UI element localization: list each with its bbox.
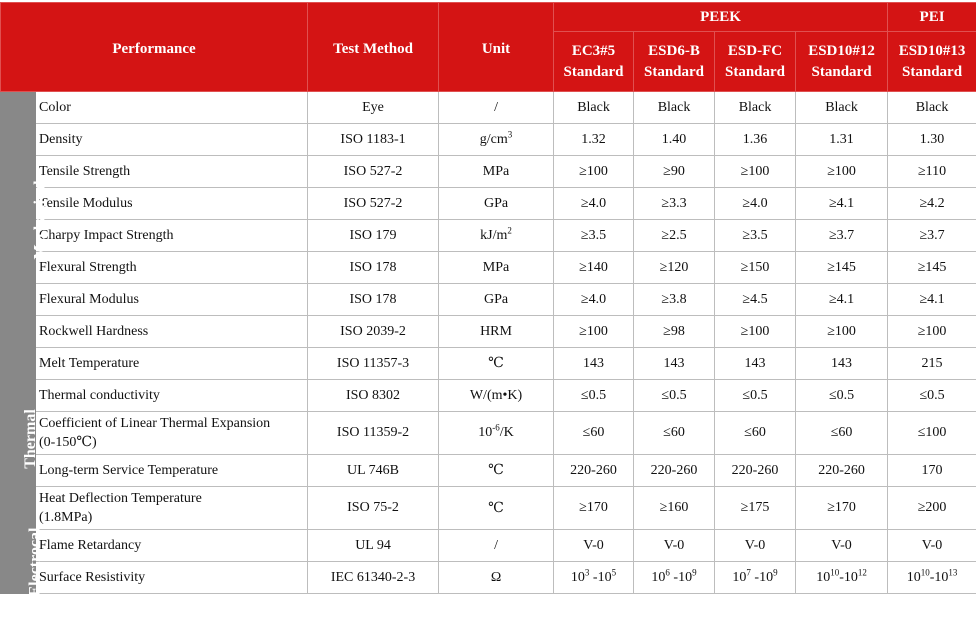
value-cell: $10^{10}-10^{13}$ [888,562,976,594]
property-name: Flexural Modulus [36,284,308,316]
table-row [1,530,976,562]
value-cell: ≥100 [715,156,796,188]
table-row [1,252,976,284]
value-cell: 1.31 [796,124,888,156]
test-method: ISO 11357-3 [308,348,439,380]
property-name: Flexural Strength [36,252,308,284]
property-name: Surface Resistivity [36,562,308,594]
grade-header: ESD6-B Standard [634,32,715,92]
value-cell: ≤60 [796,412,888,455]
header-test-method: Test Method [308,3,439,92]
value-cell: ≤0.5 [634,380,715,412]
value-cell: ≥175 [715,487,796,530]
value-cell: ≥100 [888,316,976,348]
property-name: Thermal conductivity [36,380,308,412]
value-cell: ≥160 [634,487,715,530]
value-cell: ≤0.5 [888,380,976,412]
value-cell: $10^{10}-10^{12}$ [796,562,888,594]
value-cell: ≥170 [554,487,634,530]
value-cell: ≥100 [796,156,888,188]
value-cell: ≥100 [715,316,796,348]
table-row [1,455,976,487]
value-cell: $10^3$ $-10^5$ [554,562,634,594]
category-electrical: Electrocal [1,530,36,594]
value-cell: ≥150 [715,252,796,284]
value-cell: ≥3.7 [888,220,976,252]
value-cell: ≤60 [554,412,634,455]
value-cell: ≥4.0 [554,284,634,316]
test-method: ISO 178 [308,284,439,316]
unit: MPa [439,252,554,284]
value-cell: 1.36 [715,124,796,156]
unit: ℃ [439,455,554,487]
grade-header: ESD10#13 Standard [888,32,976,92]
properties-table [0,2,976,597]
test-method: ISO 75-2 [308,487,439,530]
value-cell: ≥3.5 [715,220,796,252]
property-name: Long-term Service Temperature [36,455,308,487]
value-cell: ≥110 [888,156,976,188]
category-thermal: Thermal [1,348,36,530]
test-method: Eye [308,92,439,124]
unit: ℃ [439,348,554,380]
value-cell: ≥4.0 [715,188,796,220]
value-cell: ≥100 [554,156,634,188]
property-name: Heat Deflection Temperature (1.8MPa) [36,487,308,530]
unit: W/(m•K) [439,380,554,412]
value-cell: $10^7$ $-10^9$ [715,562,796,594]
value-cell: ≥4.1 [796,188,888,220]
table-row [1,156,976,188]
test-method: ISO 178 [308,252,439,284]
grade-header: ESD-FC Standard [715,32,796,92]
property-name: Flame Retardancy [36,530,308,562]
value-cell: V-0 [888,530,976,562]
value-cell: ≥3.5 [554,220,634,252]
test-method: IEC 61340-2-3 [308,562,439,594]
value-cell: ≤60 [715,412,796,455]
table-row [1,487,976,530]
value-cell: $10^6$ $-10^9$ [634,562,715,594]
header-group-peek: PEEK [554,3,888,32]
value-cell: ≥4.2 [888,188,976,220]
property-name: Tensile Modulus [36,188,308,220]
value-cell: ≤60 [634,412,715,455]
value-cell: 1.30 [888,124,976,156]
value-cell: V-0 [634,530,715,562]
unit: GPa [439,188,554,220]
property-name: Color [36,92,308,124]
test-method: ISO 1183-1 [308,124,439,156]
header-unit: Unit [439,3,554,92]
value-cell: ≥120 [634,252,715,284]
table-row [1,380,976,412]
header-group-pei: PEI [888,3,976,32]
test-method: ISO 2039-2 [308,316,439,348]
value-cell: ≥170 [796,487,888,530]
value-cell: Black [715,92,796,124]
value-cell: ≤100 [888,412,976,455]
test-method: UL 94 [308,530,439,562]
test-method: ISO 11359-2 [308,412,439,455]
value-cell: Black [796,92,888,124]
value-cell: ≥4.5 [715,284,796,316]
value-cell: ≥3.3 [634,188,715,220]
value-cell: V-0 [796,530,888,562]
value-cell: ≥90 [634,156,715,188]
header-performance: Performance [1,3,308,92]
property-name: Density [36,124,308,156]
value-cell: ≥100 [796,316,888,348]
grade-header: EC3#5 Standard [554,32,634,92]
value-cell: ≤0.5 [554,380,634,412]
value-cell: ≥98 [634,316,715,348]
value-cell: ≥200 [888,487,976,530]
value-cell: ≥140 [554,252,634,284]
property-name: Rockwell Hardness [36,316,308,348]
table-row [1,220,976,252]
value-cell: ≤0.5 [715,380,796,412]
value-cell: 220-260 [634,455,715,487]
value-cell: ≥4.1 [888,284,976,316]
value-cell: ≥4.0 [554,188,634,220]
table-row [1,316,976,348]
value-cell: ≥3.7 [796,220,888,252]
value-cell: 215 [888,348,976,380]
property-name: Melt Temperature [36,348,308,380]
table-row [1,92,976,124]
value-cell: V-0 [715,530,796,562]
value-cell: 143 [634,348,715,380]
value-cell: 1.32 [554,124,634,156]
value-cell: ≥4.1 [796,284,888,316]
value-cell: 220-260 [554,455,634,487]
unit: $g/cm^3$ [439,124,554,156]
table-row [1,412,976,455]
value-cell: ≥145 [796,252,888,284]
unit: ℃ [439,487,554,530]
property-name: Tensile Strength [36,156,308,188]
value-cell: ≥2.5 [634,220,715,252]
test-method: UL 746B [308,455,439,487]
table-row [1,188,976,220]
grade-header: ESD10#12 Standard [796,32,888,92]
table-row [1,124,976,156]
unit: Ω [439,562,554,594]
test-method: ISO 527-2 [308,156,439,188]
value-cell: 1.40 [634,124,715,156]
unit: GPa [439,284,554,316]
table-row [1,562,976,594]
value-cell: 170 [888,455,976,487]
value-cell: ≥100 [554,316,634,348]
unit: $kJ/m^2$ [439,220,554,252]
property-name: Charpy Impact Strength [36,220,308,252]
property-name: Coefficient of Linear Thermal Expansion (0-150℃) [36,412,308,455]
value-cell: Black [634,92,715,124]
test-method: ISO 8302 [308,380,439,412]
table-row [1,348,976,380]
test-method: ISO 179 [308,220,439,252]
value-cell: 143 [796,348,888,380]
unit: HRM [439,316,554,348]
unit: MPa [439,156,554,188]
table-row [1,284,976,316]
value-cell: ≥3.8 [634,284,715,316]
value-cell: Black [554,92,634,124]
value-cell: 143 [715,348,796,380]
test-method: ISO 527-2 [308,188,439,220]
unit: / [439,92,554,124]
value-cell: ≥145 [888,252,976,284]
value-cell: ≤0.5 [796,380,888,412]
value-cell: 220-260 [796,455,888,487]
category-mechanical: Mechanical [1,92,36,348]
unit: $10^{-6}/K$ [439,412,554,455]
unit: / [439,530,554,562]
value-cell: Black [888,92,976,124]
value-cell: 143 [554,348,634,380]
value-cell: V-0 [554,530,634,562]
value-cell: 220-260 [715,455,796,487]
